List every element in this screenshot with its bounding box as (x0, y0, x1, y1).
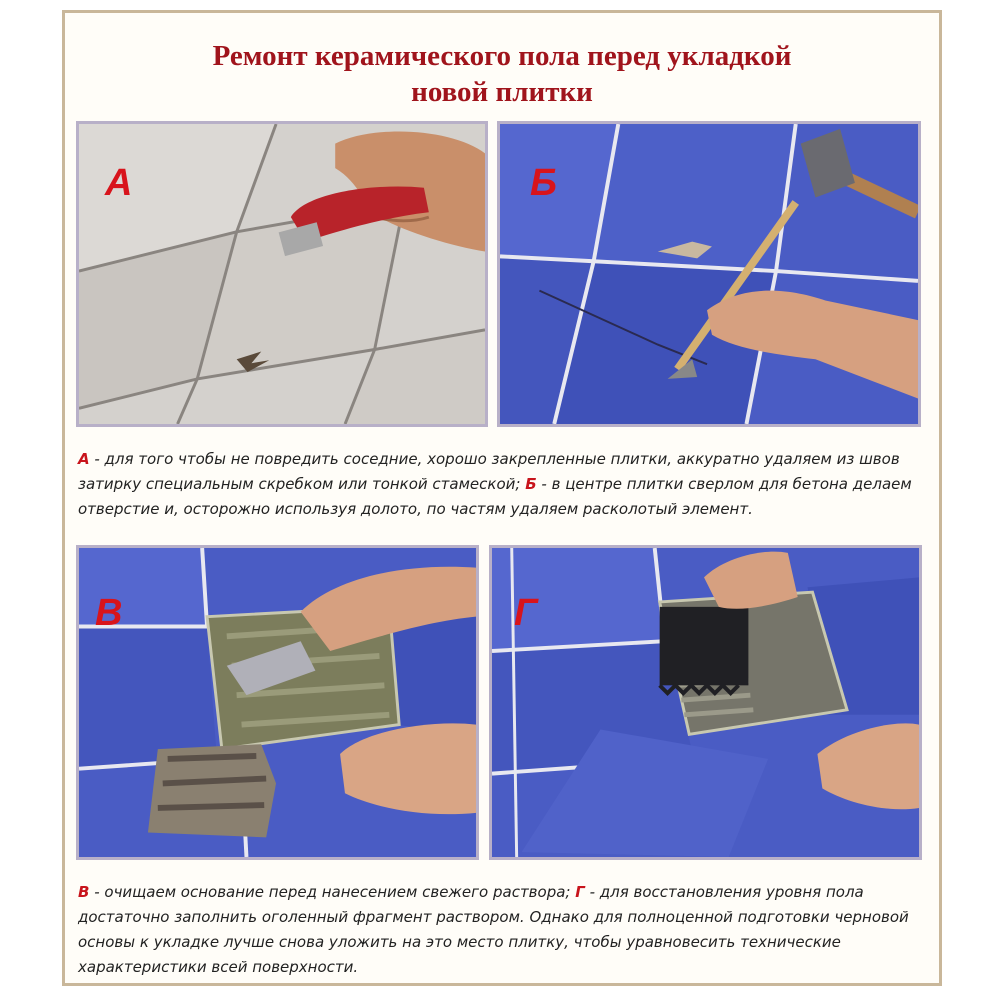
caption-1 (78, 447, 926, 522)
panel-v-letter: В (95, 592, 123, 634)
photo-b-image (500, 124, 918, 424)
notched-trowel-icon (660, 607, 749, 693)
title-line-1: Ремонт керамического пола перед укладкой (212, 40, 792, 72)
photo-panel-b (497, 121, 921, 427)
panel-a-letter: А (105, 162, 133, 204)
caption-1-text-a: - для того чтобы не повредить соседние, хорошо закрепленные плитки, аккуратно удаляем из швов затирку специальным скребком или тонкой стамеской; (78, 450, 900, 493)
photo-panel-g (489, 545, 922, 860)
photo-panel-a (76, 121, 488, 427)
page-title (62, 38, 942, 110)
caption-1-key-b: Б (525, 475, 537, 493)
photo-v-image (79, 548, 476, 857)
photo-panel-v (76, 545, 479, 860)
photo-g-image (492, 548, 919, 857)
caption-2-key-v: В (78, 883, 90, 901)
caption-2-text-v: - очищаем основание перед нанесением свежего раствора; (89, 883, 576, 901)
caption-1-key-a: А (78, 450, 90, 468)
caption-2 (78, 880, 926, 980)
photo-a-image (79, 124, 485, 424)
caption-1-text-b: - в центре плитки сверлом для бетона делаем отверстие и, осторожно используя долото, по частям удаляем расколотый элемент. (78, 475, 912, 518)
title-line-2: новой плитки (411, 76, 593, 108)
panel-b-letter: Б (530, 162, 557, 204)
caption-2-key-g: Г (575, 883, 585, 901)
broken-tile-piece (148, 744, 276, 837)
caption-2-text-g: - для восстановления уровня пола достаточно заполнить оголенный фрагмент раствором. Однако для полноценной подготовки черновой основы к укладке лучше снова уложить на это место плитку, чтобы уравновесить технические характеристики всей поверхности. (78, 883, 909, 976)
panel-g-letter: Г (514, 592, 538, 634)
